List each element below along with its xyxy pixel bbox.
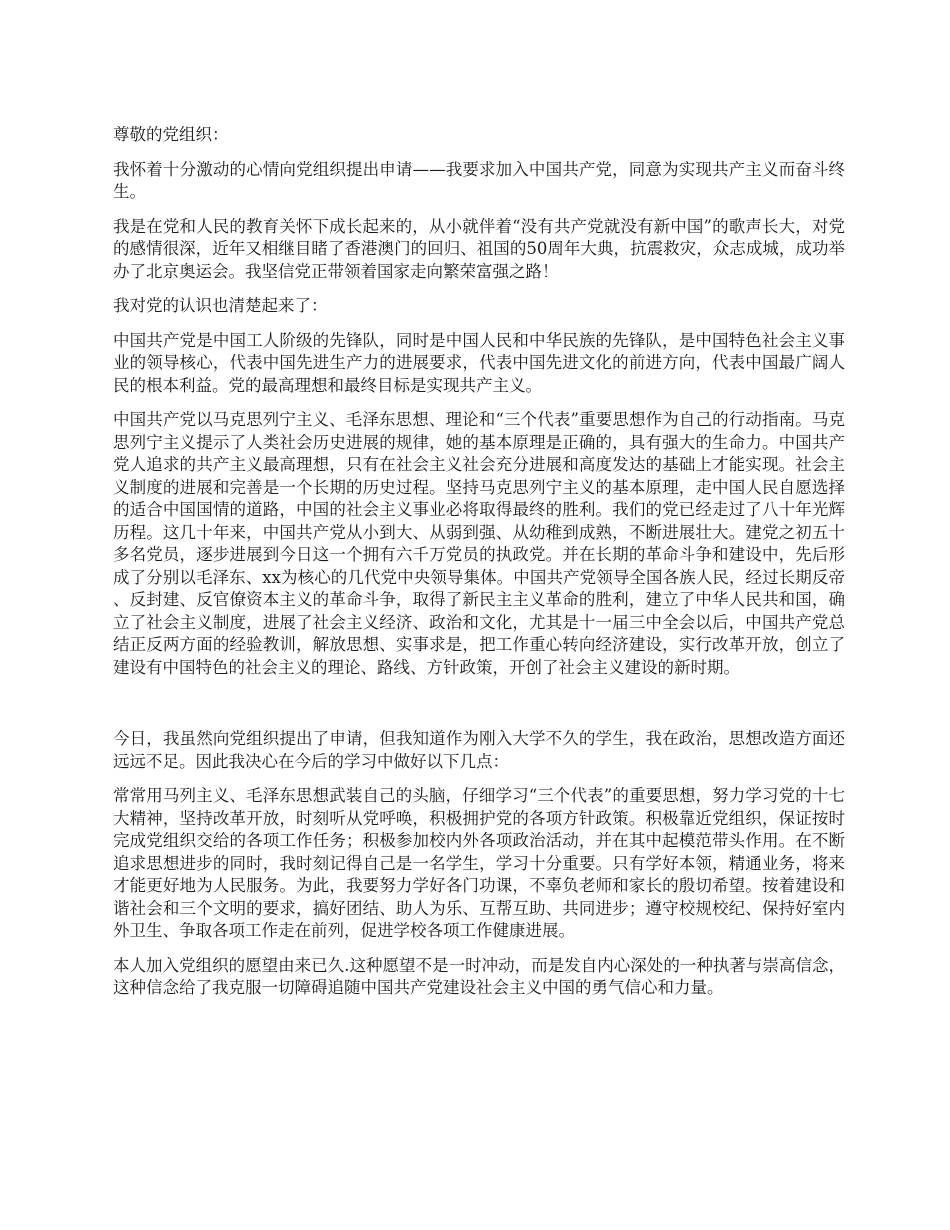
paragraph-self-assessment: 今日，我虽然向党组织提出了申请，但我知道作为刚入大学不久的学生，我在政治，思想改造方面还远远不足。因此我决心在今后的学习中做好以下几点： xyxy=(113,729,845,771)
paragraph-party-nature: 中国共产党是中国工人阶级的先锋队，同时是中国人民和中华民族的先锋队，是中国特色社会主义事业的领导核心，代表中国先进生产力的进展要求，代表中国先进文化的前进方向，代表中国最广阔人民的根本利益。党的最高理想和最终目标是实现共产主义。 xyxy=(113,330,845,395)
document-body xyxy=(113,124,845,1012)
paragraph-application-intent: 我怀着十分激动的心情向党组织提出申请——我要求加入中国共产党，同意为实现共产主义而奋斗终生。 xyxy=(113,159,845,201)
paragraph-closing-conviction: 本人加入党组织的愿望由来已久.这种愿望不是一时冲动，而是发自内心深处的一种执著与崇高信念，这种信念给了我克服一切障碍追随中国共产党建设社会主义中国的勇气信心和力量。 xyxy=(113,955,845,997)
blank-line xyxy=(113,691,845,728)
paragraph-understanding-intro: 我对党的认识也清楚起来了： xyxy=(113,296,328,315)
paragraph-upbringing: 我是在党和人民的教育关怀下成长起来的，从小就伴着“没有共产党就没有新中国”的歌声长大，对党的感情很深，近年又相继目睹了香港澳门的回归、祖国的50周年大典，抗震救灾，众志成城，成功举办了北京奥运会。我坚信党正带领着国家走向繁荣富强之路！ xyxy=(113,216,845,281)
paragraph-party-history: 中国共产党以马克思列宁主义、毛泽东思想、理论和“三个代表”重要思想作为自己的行动指南。马克思列宁主义提示了人类社会历史进展的规律，她的基本原理是正确的，具有强大的生命力。中国共产党人追求的共产主义最高理想，只有在社会主义社会充分进展和高度发达的基础上才能实现。社会主义制度的进展和完善是一个长期的历史过程。坚持马克思列宁主义的基本原理，走中国人民自愿选择的适合中国国情的道路，中国的社会主义事业必将取得最终的胜利。我们的党已经走过了八十年光辉历程。这几十年来，中国共产党从小到大、从弱到强、从幼稚到成熟，不断进展壮大。建党之初五十多名党员，逐步进展到今日这一个拥有六千万党员的执政党。并在长期的革命斗争和建设中，先后形成了分别以毛泽东、xx为核心的几代党中央领导集体。中国共产党领导全国各族人民，经过长期反帝、反封建、反官僚资本主义的革命斗争，取得了新民主主义革命的胜利，建立了中华人民共和国，确立了社会主义制度，进展了社会主义经济、政治和文化，尤其是十一届三中全会以后，中国共产党总结正反两方面的经验教训，解放思想、实事求是，把工作重心转向经济建设，实行改革开放，创立了建设有中国特色的社会主义的理论、路线、方针政策，开创了社会主义建设的新时期。 xyxy=(113,410,845,677)
salutation: 尊敬的党组织： xyxy=(113,125,229,144)
paragraph-commitments: 常常用马列主义、毛泽东思想武装自己的头脑，仔细学习“三个代表”的重要思想，努力学习党的十七大精神，坚持改革开放，时刻听从党呼唤，积极拥护党的各项方针政策。积极靠近党组织，保证按时完成党组织交给的各项工作任务；积极参加校内外各项政治活动，并在其中起模范带头作用。在不断追求思想进步的同时，我时刻记得自己是一名学生，学习十分重要。只有学好本领，精通业务，将来才能更好地为人民服务。为此，我要努力学好各门功课，不辜负老师和家长的殷切希望。按着建设和谐社会和三个文明的要求，搞好团结、助人为乐、互帮互助、共同进步；遵守校规校纪、保持好室内外卫生、争取各项工作走在前列，促进学校各项工作健康进展。 xyxy=(113,786,845,940)
